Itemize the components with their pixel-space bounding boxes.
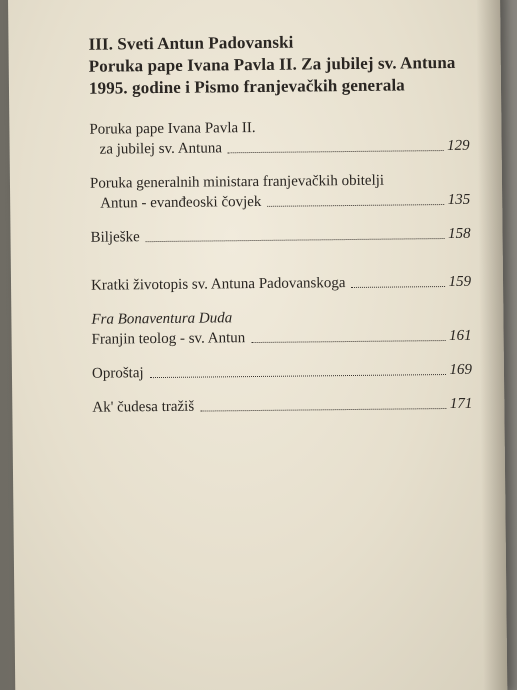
section-heading: [88, 30, 469, 100]
toc-entry-title-continued: za jubilej sv. Antuna: [99, 140, 223, 158]
toc-author: Fra Bonaventura Duda: [91, 310, 233, 328]
dot-leader: [146, 237, 444, 242]
dot-leader: [150, 373, 446, 378]
toc-page-number: 135: [447, 191, 471, 208]
section-title: III. Sveti Antun Padovanski: [88, 32, 294, 54]
toc-entry-title: Poruka pape Ivana Pavla II.: [89, 119, 256, 138]
toc-entry: [91, 272, 471, 296]
toc-line: [92, 360, 472, 384]
page-edge-shadow: [476, 0, 507, 690]
toc-page-number: 161: [449, 327, 472, 344]
toc-entry: [92, 394, 472, 418]
toc-entry-title: Kratki životopis sv. Antuna Padovanskoga: [90, 275, 346, 294]
page-content: [88, 30, 472, 432]
toc-entry-title: Ak' čudesa tražiš: [92, 398, 195, 416]
toc-page-number: 158: [447, 225, 471, 242]
toc-page-number: 159: [448, 273, 472, 290]
toc-page-number: 169: [449, 361, 473, 378]
dot-leader: [228, 149, 443, 153]
dot-leader: [200, 407, 446, 412]
toc-entry: [90, 224, 470, 248]
toc-line: [90, 136, 470, 160]
section-subtitle-line-1: Poruka pape Ivana Pavla II. Za jubilej sv. Antuna: [88, 52, 456, 76]
dot-leader: [351, 285, 444, 288]
toc-entry: [91, 306, 471, 350]
toc-entry-title-continued: Antun - evanđeoski čovjek: [100, 193, 262, 212]
toc-entry: [92, 360, 472, 384]
toc-page-number: 171: [449, 395, 473, 412]
book-page: [8, 0, 507, 690]
toc-line: [91, 272, 471, 296]
dot-leader: [251, 339, 445, 343]
toc-line: [92, 394, 472, 418]
toc-line: [90, 190, 470, 214]
toc-page-number: 129: [447, 137, 470, 154]
toc-entry-title: Franjin teolog - sv. Antun: [91, 330, 246, 348]
toc-entry-title: Oproštaj: [91, 365, 144, 382]
table-of-contents: [89, 116, 472, 418]
toc-line: [90, 224, 470, 248]
toc-line: [92, 326, 472, 350]
section-subtitle-line-2: 1995. godine i Pismo franjevačkih generala: [88, 75, 405, 98]
toc-entry-title: Poruka generalnih ministara franjevačkih obitelji: [89, 172, 385, 192]
toc-entry-title: Bilješke: [90, 229, 140, 246]
toc-entry: [89, 116, 469, 160]
toc-entry: [90, 170, 470, 214]
dot-leader: [267, 203, 443, 207]
